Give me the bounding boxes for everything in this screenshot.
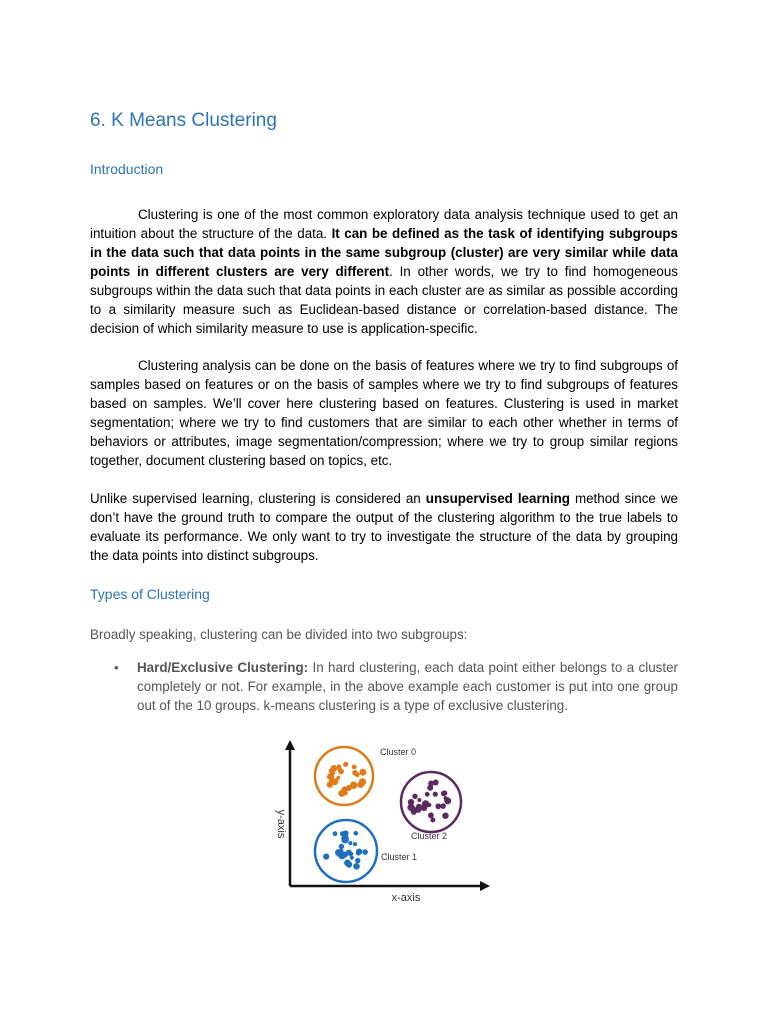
cluster-point bbox=[430, 818, 435, 823]
cluster-point bbox=[352, 770, 358, 776]
cluster-point bbox=[352, 765, 357, 770]
paragraph-unsupervised-part-1: Unlike supervised learning, clustering is considered an bbox=[90, 491, 426, 506]
paragraph-intro-part-1: Clustering is one of the most common exploratory data analysis technique used to get an intuition about the structure of the data. bbox=[90, 207, 678, 241]
bullet-label: Hard/Exclusive Clustering: bbox=[137, 660, 309, 675]
cluster-point bbox=[354, 831, 359, 836]
cluster-point bbox=[343, 762, 348, 767]
cluster-point bbox=[356, 849, 362, 855]
cluster-point bbox=[342, 852, 348, 858]
bullet-body: In hard clustering, each data point either belongs to a cluster completely or not. For example, in the above example each customer is put into one group out of the 10 groups. k-means clustering is a type of exclusive clustering. bbox=[137, 660, 678, 713]
cluster-point bbox=[428, 812, 434, 818]
paragraph-intro-part-2: . In other words, we try to find homogeneous subgroups within the data such that data points in each cluster are as similar as possible according to a similarity measure such as Euclidean-based distance or correlation-based distance. The decision of which similarity measure to use is application-specific. bbox=[90, 264, 678, 336]
cluster-1-group bbox=[315, 820, 377, 882]
types-intro-text: Broadly speaking, clustering can be divided into two subgroups: bbox=[90, 627, 468, 642]
y-axis-arrow-icon bbox=[285, 740, 295, 750]
paragraph-intro bbox=[90, 205, 678, 338]
x-axis-label: x-axis bbox=[391, 892, 421, 904]
cluster-diagram bbox=[256, 736, 496, 908]
cluster-point bbox=[435, 803, 441, 809]
cluster-0-group bbox=[315, 747, 373, 805]
cluster-point bbox=[344, 860, 351, 867]
cluster-point bbox=[353, 842, 357, 846]
cluster-2-group bbox=[401, 772, 461, 832]
cluster-point bbox=[444, 796, 448, 800]
cluster-point bbox=[442, 790, 447, 795]
cluster-point bbox=[412, 794, 417, 799]
cluster-point bbox=[350, 856, 354, 860]
bullet-icon: • bbox=[114, 660, 119, 675]
cluster-point bbox=[427, 785, 433, 791]
cluster-point bbox=[346, 785, 352, 791]
cluster-point bbox=[355, 858, 360, 863]
cluster-point bbox=[329, 778, 334, 783]
cluster-point bbox=[353, 863, 360, 870]
cluster-1-label: Cluster 1 bbox=[381, 852, 418, 862]
cluster-point bbox=[359, 783, 364, 788]
x-axis-arrow-icon bbox=[480, 881, 490, 891]
page-title: 6. K Means Clustering bbox=[90, 110, 277, 131]
cluster-point bbox=[349, 852, 354, 857]
cluster-point bbox=[359, 769, 366, 776]
cluster-0-circle bbox=[315, 747, 373, 805]
cluster-point bbox=[323, 854, 329, 860]
bullet-text bbox=[137, 658, 678, 715]
cluster-point bbox=[411, 809, 417, 815]
cluster-figure bbox=[256, 736, 496, 908]
paragraph-unsupervised-part-2: method since we don’t have the ground truth to compare the output of the clustering algorithm to the true labels to evaluate its performance. We only want to try to investigate the structure of the data by grouping the data points into distinct subgroups. bbox=[90, 491, 679, 563]
cluster-point bbox=[427, 803, 431, 807]
paragraph-clustering-analysis: Clustering analysis can be done on the basis of features where we try to find subgroups of samples based on features or on the basis of samples where we try to find subgroups of features based on samples. We’ll cover here clustering based on features. Clustering is used in market segmentation; where we try to find customers that are similar to each other whether in terms of behaviors or attributes, image segmentation/compression; where we try to group similar regions together, document clustering based on topics, etc. bbox=[90, 358, 678, 468]
cluster-0-label: Cluster 0 bbox=[380, 747, 417, 757]
cluster-point bbox=[348, 841, 352, 845]
cluster-point bbox=[433, 792, 438, 797]
cluster-point bbox=[417, 798, 421, 802]
cluster-point bbox=[442, 813, 448, 819]
cluster-point bbox=[337, 768, 342, 773]
y-axis-label: y-axis bbox=[275, 809, 287, 839]
cluster-point bbox=[331, 765, 338, 772]
cluster-point bbox=[338, 790, 345, 797]
cluster-point bbox=[336, 776, 340, 780]
cluster-point bbox=[339, 844, 344, 849]
cluster-point bbox=[362, 849, 368, 855]
cluster-point bbox=[425, 792, 430, 797]
cluster-point bbox=[340, 831, 345, 836]
cluster-point bbox=[421, 805, 427, 811]
section-heading-types: Types of Clustering bbox=[90, 586, 210, 602]
paragraph-unsupervised-bold: unsupervised learning bbox=[425, 491, 570, 506]
section-heading-introduction: Introduction bbox=[90, 161, 164, 177]
paragraph-intro-bold: It can be defined as the task of identifying subgroups in the data such that data points in the same subgroup (cluster) are very similar while data points in different clusters are very different bbox=[90, 226, 678, 279]
paragraph-unsupervised bbox=[90, 489, 678, 565]
cluster-2-label: Cluster 2 bbox=[411, 831, 448, 841]
cluster-point bbox=[333, 831, 338, 836]
